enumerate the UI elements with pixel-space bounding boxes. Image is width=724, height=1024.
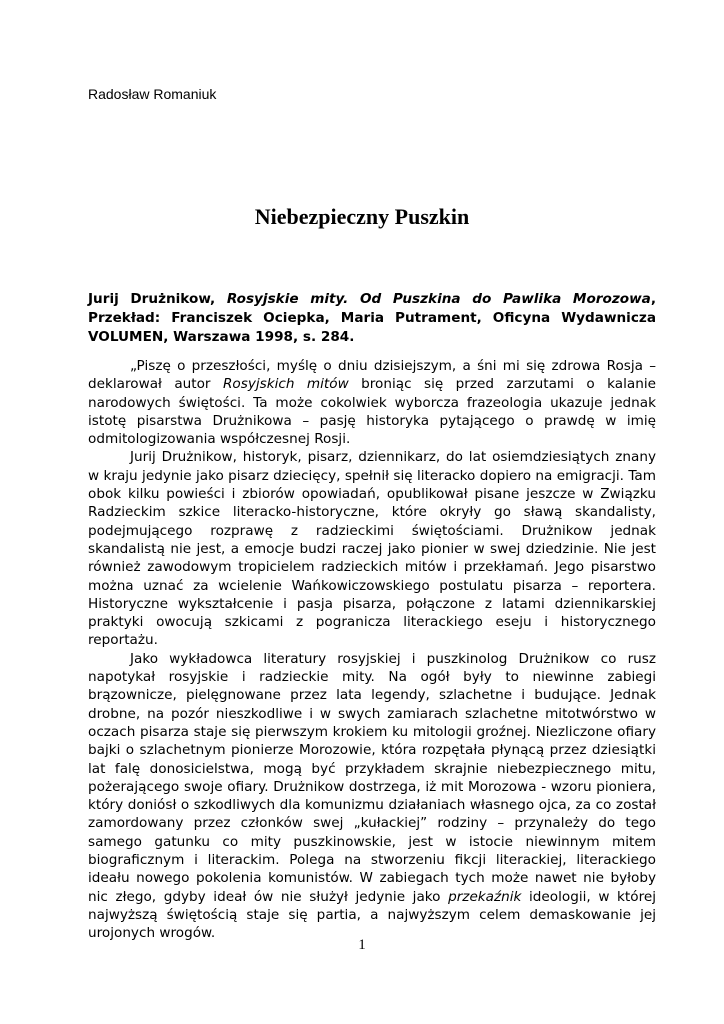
paragraph	[88, 650, 656, 943]
italic-text: Rosyjskich mitów	[222, 376, 349, 393]
paragraph-text: broniąc się przed zarzutami o kalanie narodowych świętości. Ta może cokolwiek wyborcza frazeologia ukazuje jednak istotę pisarstwa Drużnikowa – pasję historyka pytającego o prawdę w imię odmitologizowania współczesnej Rosji.	[88, 376, 656, 448]
article-body	[88, 357, 656, 943]
paragraph: Jurij Drużnikow, historyk, pisarz, dziennikarz, do lat osiemdziesiątych znany w kraju jedynie jako pisarz dziecięcy, spełnił się literacko dopiero na emigracji. Tam obok kilku powieści i zbiorów opowiadań, opublikował pisane jeszcze w Związku Radzieckim szkice literacko-historyczne, które okryły go sławą skandalisty, podejmującego rozprawę z radzieckimi świętościami. Drużnikow jednak skandalistą nie jest, a emocje budzi raczej jako pionier w swej dziedzinie. Nie jest również zawodowym tropicielem radzieckich mitów i przekłamań. Jego pisarstwo można uznać za wcielenie Wańkowiczowskiego postulatu pisarza – reportera. Historyczne wykształcenie i pasja pisarza, połączone z latami dziennikarskiej praktyki owocują szkicami z pogranicza literackiego eseju i historycznego reportażu.	[88, 449, 656, 649]
bibliographic-note	[88, 290, 656, 347]
italic-text: przekaźnik	[448, 888, 522, 905]
book-author: Jurij Drużnikow,	[88, 291, 216, 307]
article-title: Niebezpieczny Puszkin	[254, 204, 470, 229]
paragraph	[88, 357, 656, 448]
paragraph-text: Jako wykładowca literatury rosyjskiej i puszkinolog Drużnikow co rusz napotykał rosyjskie i radzieckie mity. Na ogół były to niewinne zabiegi brązownicze, pielęgnowane przez lata legendy, szlachetne i budujące. Jednak drobne, na pozór nieszkodliwe i w swych zamiarach szlachetne mitotwórstwo w oczach pisarza staje się pierwszym krokiem ku mitologii groźnej. Niezliczone ofiary bajki o szlachetnym pionierze Morozowie, która rozpętała płynącą przez dziesiątki lat falę donosicielstwa, mogą być przykładem skrajnie niebezpiecznego mitu, pożerającego swoje ofiary. Drużnikow dostrzega, iż mit Morozowa - wzoru pioniera, który doniósł o szkodliwych dla komunizmu działaniach własnego ojca, za co został zamordowany przez członków swej „kułackiej” rodziny – przynależy do tego samego gatunku co mity puszkinowskie, jest w istocie niewinnym mitem biograficznym i literackim. Polega na stworzeniu fikcji literackiej, literackiego ideału nowego pokolenia komunistów. W zabiegach tych może nawet nie byłoby nic złego, gdyby ideał ów nie służył jedynie jako	[88, 650, 656, 905]
paragraph-text: ideologii, w której najwyższą świętością staje się partia, a najwyższym celem demaskowanie jej urojonych wrogów.	[88, 888, 656, 942]
book-title: Rosyjskie mity. Od Puszkina do Pawlika Morozowa	[226, 291, 651, 307]
paragraph-text: „Piszę o przeszłości, myślę o dniu dzisiejszym, a śni mi się zdrowa Rosja – deklarował autor	[88, 358, 656, 393]
page-number: 1	[358, 937, 366, 953]
book-details: , Przekład: Franciszek Ociepka, Maria Putrament, Oficyna Wydawnicza VOLUMEN, Warszawa 1998, s. 284.	[88, 291, 656, 345]
author-name: Radosław Romaniuk	[88, 86, 217, 102]
